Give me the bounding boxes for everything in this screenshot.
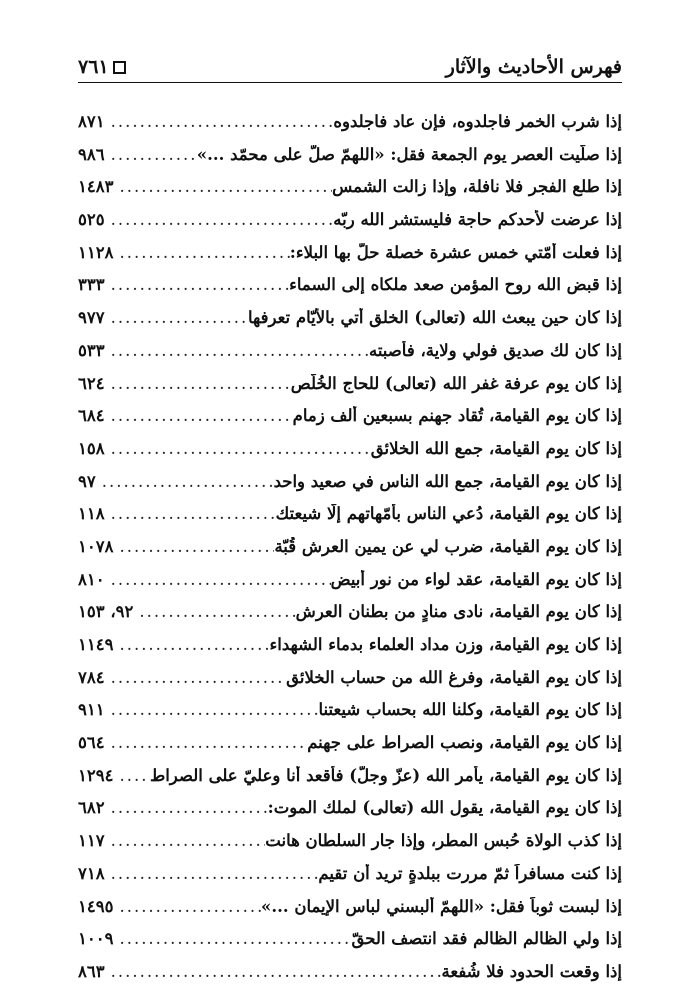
entry-text: إذا كان يوم القيامة، ونصب الصراط على جهنم [307,733,622,753]
index-entry [78,602,622,635]
dot-leader [113,897,261,916]
index-entry [78,308,622,341]
entry-text: إذا كان يوم القيامة، تُقاد جهنم بسبعين ألف زمام [292,406,622,426]
entry-page-number: ١٠٧٨ [78,536,114,556]
index-entry [78,472,622,505]
index-entry [78,766,622,799]
dot-leader [105,668,287,687]
index-entry [78,210,622,243]
index-entry [78,668,622,701]
entry-page-number: ٩١١ [78,700,105,720]
entry-page-number: ٥٦٤ [78,733,105,753]
entry-page-number: ٦٨٤ [78,406,105,426]
entry-page-number: ٣٣٣ [78,275,105,295]
dot-leader [113,635,269,654]
index-entry [78,962,622,995]
dot-leader [105,570,331,589]
index-entry [78,537,622,570]
dot-leader [113,243,289,262]
index-entry [78,406,622,439]
entry-text: إذا فعلت أُمّتي خمس عشرة خصلة حلّ بها البلاء: [289,242,622,262]
entry-page-number: ٨٦٣ [78,961,105,981]
page-number: ٧٦١ [78,56,109,78]
entry-text: إذا كان حين يبعث الله (تعالى) الخلق أُتي بالأيّام تعرفها [247,308,622,328]
dot-leader [96,472,274,491]
index-entry [78,570,622,603]
dot-leader [105,504,276,523]
index-entry [78,864,622,897]
dot-leader [133,602,295,621]
entry-page-number: ١٥٨ [78,438,105,458]
entry-text: إذا عرضت لأحدكم حاجة فليستشر الله ربّه [333,210,622,230]
dot-leader [105,798,268,817]
entry-text: إذا كان يوم القيامة، وزن مداد العلماء بدماء الشهداء [269,635,622,654]
index-entry [78,635,622,668]
entry-page-number: ٦٨٢ [78,798,105,818]
index-entry [78,929,622,962]
dot-leader [105,439,371,458]
index-entry [78,504,622,537]
index-entry [78,145,622,178]
dot-leader [113,537,274,556]
index-entry [78,733,622,766]
dot-leader [105,700,319,719]
entry-text: إذا كان يوم عرفة غفر الله (تعالى) للحاج الخُلّص [290,373,622,393]
index-entry [78,897,622,930]
dot-leader [105,145,197,164]
index-entry [78,439,622,472]
index-entry [78,700,622,733]
entry-text: إذا كان يوم القيامة، دُعي الناس بأُمّهاتهم إلّا شيعتك [275,504,622,524]
entry-text: إذا ولي الظالم الظالم فقد انتصف الحقّ [351,929,622,949]
dot-leader [113,177,332,196]
entry-text: إذا كان يوم القيامة، جمع الله الناس في صعيد واحد [273,471,622,491]
entry-page-number: ٨٧١ [78,112,105,131]
entry-page-number: ٩٧٧ [78,308,105,328]
entry-text: إذا صلّيت العصر يوم الجمعة فقل: «اللهمّ صلّ على محمّد ...» [196,144,622,164]
entry-page-number: ١١٢٨ [78,242,114,262]
dot-leader [105,733,308,752]
entry-text: إذا كان يوم القيامة، وفرغ الله من حساب الخلائق [286,667,622,687]
entry-text: إذا كنت مسافراً ثمّ مررت ببلدةٍ تريد أن تقيم [318,863,622,883]
entry-text: إذا كان يوم القيامة، عقد لواء من نور أبيض [330,569,622,589]
index-entry [78,112,622,145]
entry-page-number: ٩٢، ١٥٣ [78,602,134,622]
dot-leader [105,962,442,981]
entry-page-number: ١٤٩٥ [78,896,114,916]
entry-text: إذا كان لك صديق فولي ولاية، فأصبته [368,340,622,360]
entry-page-number: ٨١٠ [78,569,105,589]
entry-page-number: ٩٧ [78,471,96,491]
dot-leader [105,112,334,131]
entry-page-number: ٧١٨ [78,863,105,883]
entry-page-number: ١٢٩٤ [78,765,114,785]
entry-text: إذا كان يوم القيامة، يأمر الله (عزّ وجلّ) فأقعد أنا وعليّ على الصراط [149,765,622,785]
page-header [78,42,622,78]
entry-text: إذا كان يوم القيامة، نادى منادٍ من بطنان العرش [295,602,622,622]
entry-page-number: ١١٤٩ [78,635,114,654]
dot-leader [105,831,266,850]
entry-text: إذا طلع الفجر فلا نافلة، وإذا زالت الشمس [332,177,622,197]
dot-leader [105,374,291,393]
index-entry-list [78,112,622,995]
entry-page-number: ٧٨٤ [78,667,105,687]
dot-leader [105,210,334,229]
dot-leader [105,406,293,425]
entry-text: إذا وقعت الحدود فلا شُفعة [441,961,622,981]
dot-leader [113,766,150,785]
dot-leader [105,308,248,327]
entry-text: إذا كان يوم القيامة، جمع الله الخلائق [370,438,622,458]
entry-page-number: ١١٧ [78,831,105,851]
dot-leader [105,275,290,294]
index-entry [78,341,622,374]
entry-page-number: ١٤٨٣ [78,177,114,197]
index-entry [78,798,622,831]
dot-leader [113,929,351,948]
header-rule [78,82,622,83]
entry-text: إذا كان يوم القيامة، يقول الله (تعالى) لملك الموت: [267,798,622,818]
entry-page-number: ١١٨ [78,504,105,524]
index-entry [78,374,622,407]
entry-text: إذا كان يوم القيامة، ضرب لي عن يمين العرش قُبّة [274,536,622,556]
index-entry [78,177,622,210]
entry-page-number: ٥٢٥ [78,210,105,230]
entry-text: إذا كان يوم القيامة، وكلنا الله بحساب شيعتنا [318,700,622,720]
entry-text: إذا كذب الولاة حُبس المطر، وإذا جار السلطان هانت [265,831,622,851]
index-entry [78,275,622,308]
page-number-block [78,56,126,78]
entry-text: إذا شرب الخمر فاجلدوه، فإن عاد فاجلدوه [333,112,622,131]
entry-page-number: ٥٣٣ [78,340,105,360]
entry-page-number: ١٠٠٩ [78,929,114,949]
running-title: فهرس الأحاديث والآثار [445,56,622,78]
square-ornament-icon [113,61,126,74]
entry-page-number: ٩٨٦ [78,144,105,164]
dot-leader [105,341,369,360]
dot-leader [105,864,319,883]
entry-text: إذا قبض الله روح المؤمن صعد ملكاه إلى السماء [289,275,622,295]
entry-page-number: ٦٢٤ [78,373,105,393]
entry-text: إذا لبست ثوباً فقل: «اللهمّ ألبسني لباس الإيمان ...» [261,896,622,916]
index-entry [78,243,622,276]
index-entry [78,831,622,864]
